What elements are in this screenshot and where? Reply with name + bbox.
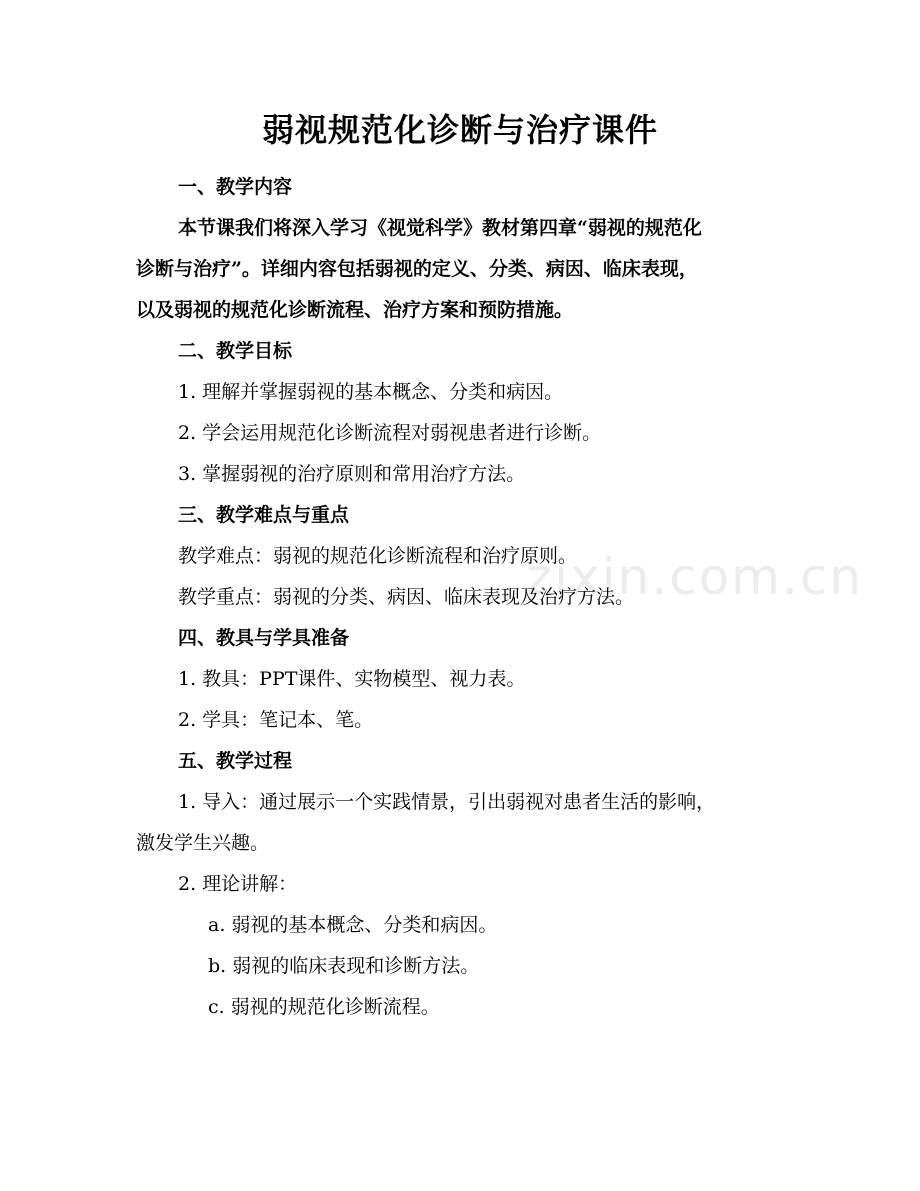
list-item: 2. 学会运用规范化诊断流程对弱视患者进行诊断。 [178,422,602,444]
section-heading-materials: 四、教具与学具准备 [178,627,350,649]
section-heading-process: 五、教学过程 [178,750,293,772]
list-item: 2. 理论讲解： [178,873,298,895]
sub-list-item: c. 弱视的规范化诊断流程。 [208,996,440,1018]
document-title: 弱视规范化诊断与治疗课件 [261,111,658,149]
section-heading-objectives: 二、教学目标 [178,340,293,362]
sub-list-item: a. 弱视的基本概念、分类和病因。 [208,914,498,936]
list-item-continuation: 激发学生兴趣。 [136,832,270,854]
key-point-line: 教学重点：弱视的分类、病因、临床表现及治疗方法。 [178,586,635,608]
list-item: 1. 理解并掌握弱视的基本概念、分类和病因。 [178,381,564,403]
list-item: 1. 导入：通过展示一个实践情景，引出弱视对患者生活的影响， [178,791,716,813]
sub-list-item: b. 弱视的临床表现和诊断方法。 [208,955,480,977]
paragraph-line: 诊断与治疗”。详细内容包括弱视的定义、分类、病因、临床表现， [136,258,698,280]
section-heading-difficulty: 三、教学难点与重点 [178,504,350,526]
list-item: 1. 教具：PPT课件、实物模型、视力表。 [178,668,526,690]
difficulty-line: 教学难点：弱视的规范化诊断流程和治疗原则。 [178,545,578,567]
list-item: 3. 掌握弱视的治疗原则和常用治疗方法。 [178,463,526,485]
watermark: zixin.com.cn [526,548,864,606]
paragraph-line: 本节课我们将深入学习《视觉科学》教材第四章“弱视的规范化 [178,217,702,239]
section-heading-content: 一、教学内容 [178,176,293,198]
list-item: 2. 学具：笔记本、笔。 [178,709,374,731]
paragraph-line: 以及弱视的规范化诊断流程、治疗方案和预防措施。 [136,299,574,321]
